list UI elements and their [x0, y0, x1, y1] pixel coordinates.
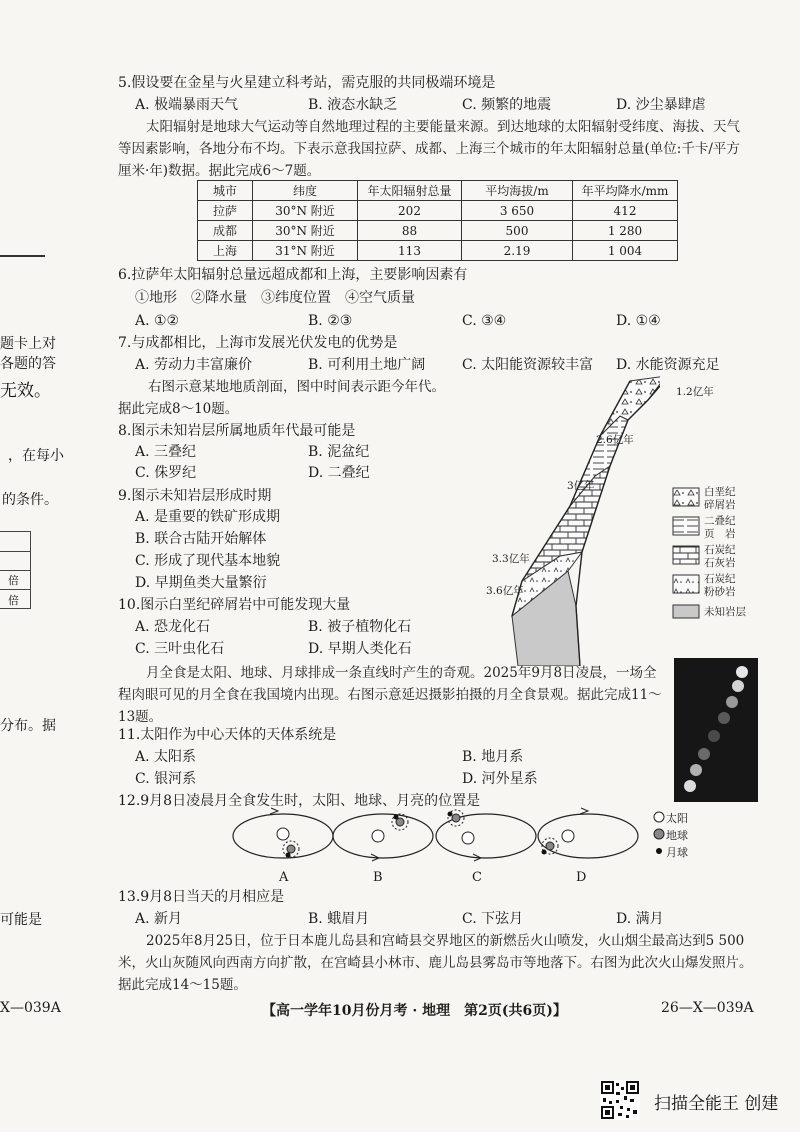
passage-8-10-cont: 据此完成8～10题。 [118, 401, 239, 417]
edge-fragment: 分布。据 [0, 718, 56, 734]
q11-option-d: D. 河外星系 [462, 771, 538, 787]
lunar-eclipse-photo [674, 658, 758, 802]
age-label: 1.2亿年 [676, 386, 714, 398]
orbit-diagrams [228, 806, 648, 870]
orbit-legend [666, 810, 688, 861]
question-8-stem: 8.图示未知岩层所属地质年代最可能是 [118, 423, 356, 439]
q8-option-d: D. 二叠纪 [308, 465, 370, 481]
q10-option-c: C. 三叶虫化石 [135, 641, 225, 657]
q5-option-c: C. 频繁的地震 [462, 97, 552, 113]
orbit-legend-symbols [652, 810, 666, 862]
q5-option-a: A. 极端暴雨天气 [135, 97, 239, 113]
age-label: 3.3亿年 [492, 553, 530, 565]
passage-6-7: 太阳辐射是地球大气运动等自然地理过程的主要能量来源。到达地球的太阳辐射受纬度、海拔、天气等因素影响，各地分布不均。下表示意我国拉萨、成都、上海三个城市的年太阳辐射总量(单位:千卡/平方厘米·年)数据。据此完成6～7题。 [118, 119, 740, 179]
legend-sun: 太阳 [666, 812, 688, 825]
q10-option-a: A. 恐龙化石 [135, 619, 211, 635]
question-9-stem: 9.图示未知岩层形成时期 [118, 488, 272, 504]
question-6-factors: ①地形 ②降水量 ③纬度位置 ④空气质量 [135, 290, 415, 306]
edge-fragment: 可能是 [0, 912, 42, 928]
q10-option-d: D. 早期人类化石 [308, 641, 412, 657]
question-12-stem: 12.9月8日凌晨月全食发生时，太阳、地球、月亮的位置是 [118, 793, 481, 809]
q9-option-d: D. 早期鱼类大量繁衍 [135, 575, 267, 591]
legend-unknown: 未知岩层 [704, 606, 746, 618]
question-11-stem: 11.太阳作为中心天体的天体系统是 [118, 727, 337, 743]
age-label: 2.6亿年 [596, 434, 634, 446]
table-row: 上海 31°N 附近 113 2.19 1 004 [198, 241, 678, 261]
table-header: 城市 [198, 181, 253, 201]
passage-14-15: 2025年8月25日，位于日本鹿儿岛县和宫崎县交界地区的新燃岳火山喷发，火山烟尘最高达到5 500米，火山灰随风向西南方向扩散，在宫崎县小林市、鹿儿岛县雾岛市等地落下。右图为此次火山爆发照片。据此完成14～15题。 [118, 933, 753, 993]
q7-option-d: D. 水能资源充足 [616, 357, 720, 373]
legend-carboniferous-limestone: 石炭纪 石灰岩 [704, 544, 736, 569]
diagram-label-c: C [472, 870, 482, 885]
table-header: 年平均降水/mm [573, 181, 678, 201]
table-header: 纬度 [253, 181, 358, 201]
q11-option-a: A. 太阳系 [135, 749, 197, 765]
q6-option-d: D. ①④ [616, 313, 661, 329]
q13-option-a: A. 新月 [135, 911, 183, 927]
edge-fragment: 无效。 [0, 381, 51, 401]
q13-option-d: D. 满月 [616, 911, 664, 927]
question-6-stem: 6.拉萨年太阳辐射总量远超成都和上海，主要影响因素有 [118, 267, 468, 283]
edge-fragment: 的条件。 [2, 492, 58, 508]
question-7-stem: 7.与成都相比，上海市发展光伏发电的优势是 [118, 335, 398, 351]
q6-option-a: A. ①② [135, 313, 180, 329]
table-row: 成都 30°N 附近 88 500 1 280 [198, 221, 678, 241]
footer-code-left: X—039A [0, 1000, 61, 1016]
q6-option-b: B. ②③ [308, 313, 353, 329]
legend-cretaceous: 白垩纪 碎屑岩 [704, 486, 736, 511]
table-row: 拉萨 30°N 附近 202 3 650 412 [198, 201, 678, 221]
scanner-watermark: 扫描全能王 创建 [654, 1094, 779, 1114]
edge-fragment: 倍 [8, 574, 19, 587]
footer-page-info: 【高一学年10月份月考 · 地理 第2页(共6页)】 [262, 1003, 567, 1019]
q10-option-b: B. 被子植物化石 [308, 619, 412, 635]
table-header: 平均海拔/m [462, 181, 573, 201]
legend-permian: 二叠纪 页 岩 [704, 515, 736, 540]
q9-option-b: B. 联合古陆开始解体 [135, 531, 267, 547]
legend-moon: 月球 [666, 846, 688, 859]
diagram-label-b: B [373, 870, 383, 885]
age-label: 3亿年 [567, 480, 595, 492]
legend-carboniferous-siltstone: 石炭纪 粉砂岩 [704, 573, 736, 598]
age-label: 3.6亿年 [486, 585, 524, 597]
passage-8-10: 右图示意某地地质剖面，图中时间表示距今年代。 [148, 379, 445, 395]
geological-profile-figure [480, 376, 660, 666]
edge-fragment: 各题的答 [0, 356, 56, 372]
q7-option-c: C. 太阳能资源较丰富 [462, 357, 594, 373]
question-5-stem: 5.假设要在金星与火星建立科考站，需克服的共同极端环境是 [118, 75, 496, 91]
q7-option-b: B. 可利用土地广阔 [308, 357, 426, 373]
edge-fragment: 题卡上对 [0, 336, 56, 352]
edge-rule [0, 255, 45, 257]
q5-option-d: D. 沙尘暴肆虐 [616, 97, 706, 113]
q8-option-b: B. 泥盆纪 [308, 444, 370, 460]
q11-option-c: C. 银河系 [135, 771, 197, 787]
table-header: 年太阳辐射总量 [358, 181, 462, 201]
q8-option-c: C. 侏罗纪 [135, 465, 197, 481]
q9-option-a: A. 是重要的铁矿形成期 [135, 509, 281, 525]
footer-code-right: 26—X—039A [661, 1000, 754, 1016]
question-13-stem: 13.9月8日当天的月相应是 [118, 889, 285, 905]
radiation-table [197, 180, 678, 261]
passage-11-13: 月全食是太阳、地球、月球排成一条直线时产生的奇观。2025年9月8日凌晨，一场全程肉眼可见的月全食在我国境内出现。右图示意延迟摄影拍摄的月全食景观。据此完成11～13题。 [118, 665, 662, 725]
q6-option-c: C. ③④ [462, 313, 507, 329]
q11-option-b: B. 地月系 [462, 749, 524, 765]
question-10-stem: 10.图示白垩纪碎屑岩中可能发现大量 [118, 597, 351, 613]
qr-code-icon [600, 1080, 640, 1120]
q13-option-c: C. 下弦月 [462, 911, 524, 927]
diagram-label-d: D [576, 870, 587, 885]
q7-option-a: A. 劳动力丰富廉价 [135, 357, 253, 373]
q8-option-a: A. 三叠纪 [135, 444, 197, 460]
edge-fragment: ，在每小 [8, 448, 64, 464]
q13-option-b: B. 蛾眉月 [308, 911, 370, 927]
clastic-rock-layer [600, 376, 660, 436]
legend-earth: 地球 [666, 829, 688, 842]
q9-option-c: C. 形成了现代基本地貌 [135, 553, 281, 569]
geo-legend-swatches [672, 487, 700, 619]
edge-fragment: 倍 [8, 594, 19, 607]
diagram-label-a: A [279, 870, 289, 885]
q5-option-b: B. 液态水缺乏 [308, 97, 398, 113]
